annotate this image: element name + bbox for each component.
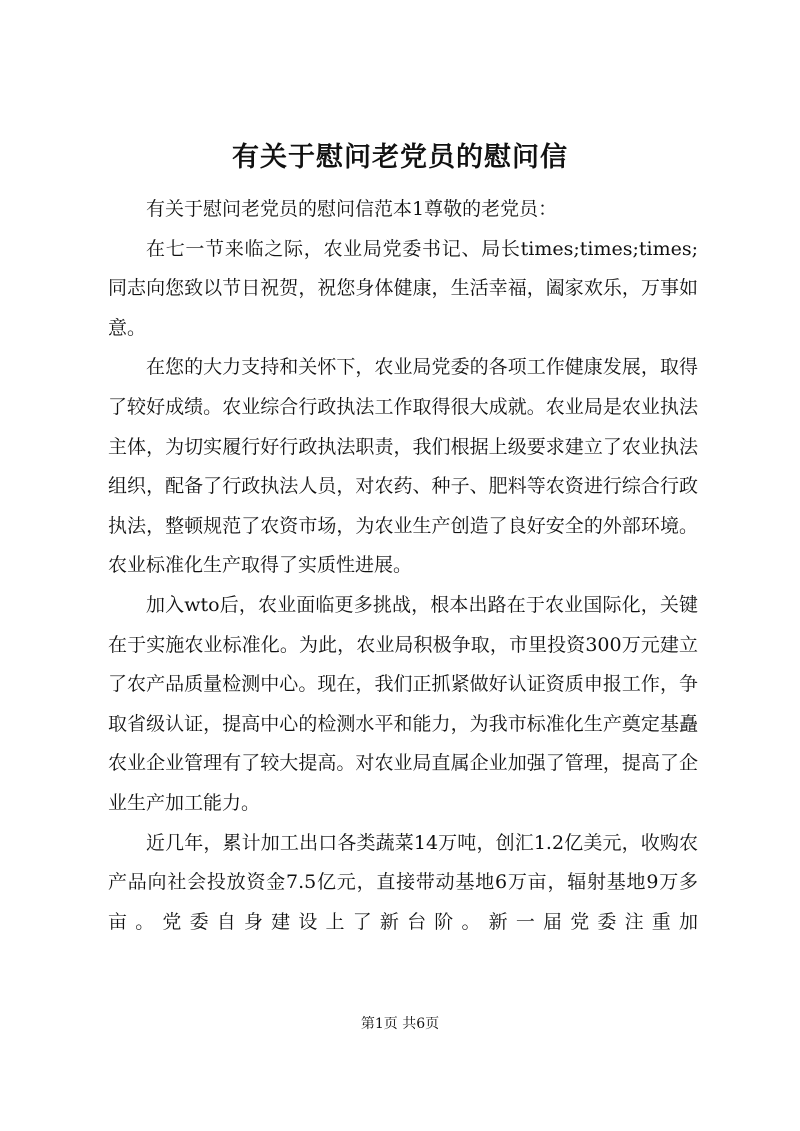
- document-title: 有关于慰问老党员的慰问信: [232, 142, 568, 173]
- paragraph: 在您的大力支持和关怀下，农业局党委的各项工作健康发展，取得了较好成绩。农业综合行政执法工作取得很大成就。农业局是农业执法主体，为切实履行好行政执法职责，我们根据上级要求建立了农业执法组织，配备了行政执法人员，对农药、种子、肥料等农资进行综合行政执法，整顿规范了农资市场，为农业生产创造了良好安全的外部环境。农业标准化生产取得了实质性进展。: [108, 356, 698, 577]
- page-footer: 第1页 共6页: [360, 1016, 440, 1032]
- paragraph: 有关于慰问老党员的慰问信范本1尊敬的老党员：: [146, 198, 558, 220]
- paragraph: 近几年，累计加工出口各类蔬菜14万吨，创汇1.2亿美元，收购农产品向社会投放资金7.5亿元，直接带动基地6万亩，辐射基地9万多亩。党委自身建设上了新台阶。新一届党委注重加: [108, 831, 698, 933]
- paragraph: 在七一节来临之际，农业局党委书记、局长times;times;times;同志向您致以节日祝贺，祝您身体健康，生活幸福，阖家欢乐，万事如意。: [108, 237, 698, 339]
- document-body: [108, 190, 698, 942]
- paragraph: 加入wto后，农业面临更多挑战，根本出路在于农业国际化，关键在于实施农业标准化。为此，农业局积极争取，市里投资300万元建立了农产品质量检测中心。现在，我们正抓紧做好认证资质申报工作，争取省级认证，提高中心的检测水平和能力，为我市标准化生产奠定基矗农业企业管理有了较大提高。对农业局直属企业加强了管理，提高了企业生产加工能力。: [108, 593, 698, 814]
